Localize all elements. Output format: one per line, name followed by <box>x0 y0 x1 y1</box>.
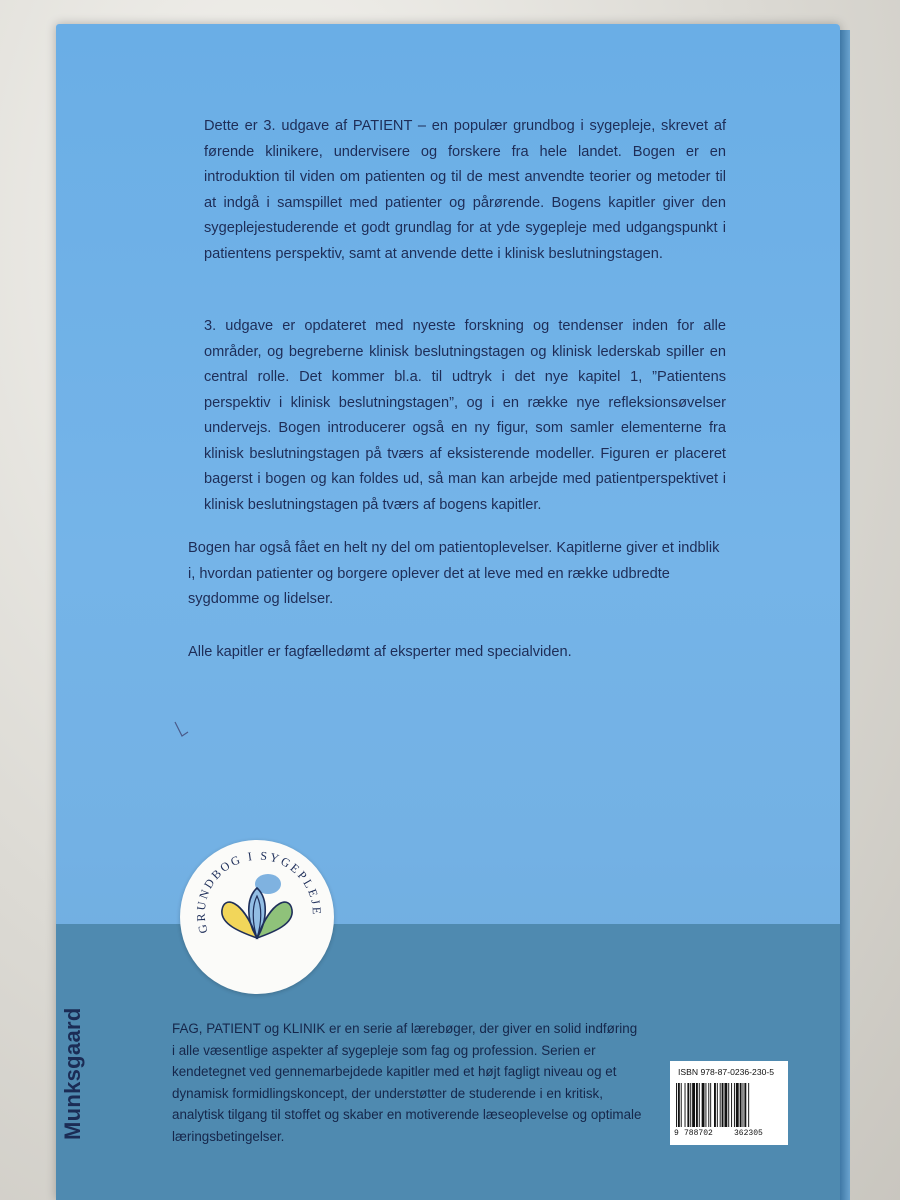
pen-mark <box>172 718 192 744</box>
sticker-logo-icon <box>180 840 334 994</box>
barcode-stripe <box>720 1083 721 1127</box>
barcode-stripe <box>708 1083 709 1127</box>
book-back-cover <box>56 24 840 1200</box>
barcode-stripe <box>743 1083 744 1127</box>
barcode-stripe <box>748 1083 749 1127</box>
barcode-stripe <box>728 1083 729 1127</box>
barcode-stripe <box>722 1083 724 1127</box>
description-paragraph-3: Bogen har også fået en helt ny del om patientoplevelser. Kapitlerne giver et indblik i, hvordan patienter og borgere oplever det at leve med en række udbredte sygdomme og lidelser. <box>188 540 720 607</box>
barcode-digit-lead: 9 <box>674 1129 679 1138</box>
barcode-digits-left: 788702 <box>684 1129 713 1138</box>
barcode-stripe <box>734 1083 735 1127</box>
grundbog-sticker <box>180 840 334 994</box>
barcode <box>670 1061 788 1145</box>
barcode-digits-right: 362305 <box>734 1129 763 1138</box>
barcode-bars <box>676 1083 782 1129</box>
barcode-stripe <box>710 1083 711 1127</box>
barcode-stripe <box>705 1083 706 1127</box>
barcode-stripe <box>714 1083 716 1127</box>
barcode-stripe <box>699 1083 700 1127</box>
description-paragraph-1: Dette er 3. udgave af PATIENT – en populær grundbog i sygepleje, skrevet af førende klinikere, undervisere og forskere fra hele landet. Bogen er en introduktion til viden om patienten og til de mest anvendte teorier og metoder til at indgå i samspillet med patienter og pårørende. Bogens kapitler giver den sygeplejestuderende et godt grundlag for at yde sygepleje med udgangspunkt i patientens perspektiv, samt at anvende dette i klinisk beslutningstagen. <box>204 118 726 262</box>
barcode-stripe <box>736 1083 739 1127</box>
barcode-stripe <box>696 1083 698 1127</box>
series-description: FAG, PATIENT og KLINIK er en serie af lærebøger, der giver en solid indføring i alle væsentlige aspekter af sygepleje som fag og profession. Serien er kendetegnet ved gennemarbejdede kapitler med et højt fagligt niveau og et dynamisk formidlingskoncept, der understøtter de studerende i en kritisk, analytisk tilgang til stoffet og skaber en motiverende læseoplevelse og optimale læringsbetingelser. <box>172 1021 642 1144</box>
barcode-stripe <box>678 1083 680 1127</box>
barcode-stripe <box>717 1083 718 1127</box>
barcode-stripe <box>731 1083 732 1127</box>
barcode-stripe <box>685 1083 686 1127</box>
sticker-text: GRUNDBOG I SYGEPLEJE <box>193 848 324 935</box>
barcode-stripe <box>690 1083 691 1127</box>
barcode-stripe <box>692 1083 695 1127</box>
barcode-stripe <box>681 1083 682 1127</box>
barcode-stripe <box>702 1083 705 1127</box>
barcode-stripe <box>676 1083 677 1127</box>
barcode-stripe <box>740 1083 742 1127</box>
barcode-stripe <box>687 1083 689 1127</box>
description-paragraph-2: 3. udgave er opdateret med nyeste forskning og tendenser inden for alle områder, og begreberne klinisk beslutningstagen og klinisk lederskab spiller en central rolle. Det kommer bl.a. til udtryk i det nye kapitel 1, ”Patientens perspektiv i klinisk beslutningstagen”, og i en række nye refleksionsøvelser undervejs. Bogen introducerer også en ny figur, som samler elementerne fra klinisk beslutningstagen på tværs af eksisterende modeller. Figuren er placeret bagerst i bogen og kan foldes ud, så man kan arbejde med patientperspektivet i klinisk beslutningstagen på tværs af bogens kapitler. <box>204 318 726 513</box>
barcode-stripe <box>744 1083 746 1127</box>
isbn-label: ISBN 978-87-0236-230-5 <box>678 1067 775 1077</box>
description-paragraph-4: Alle kapitler er fagfælledømt af eksperter med specialviden. <box>188 644 572 660</box>
publisher-name: Munksgaard <box>60 1007 85 1140</box>
barcode-stripe <box>724 1083 727 1127</box>
